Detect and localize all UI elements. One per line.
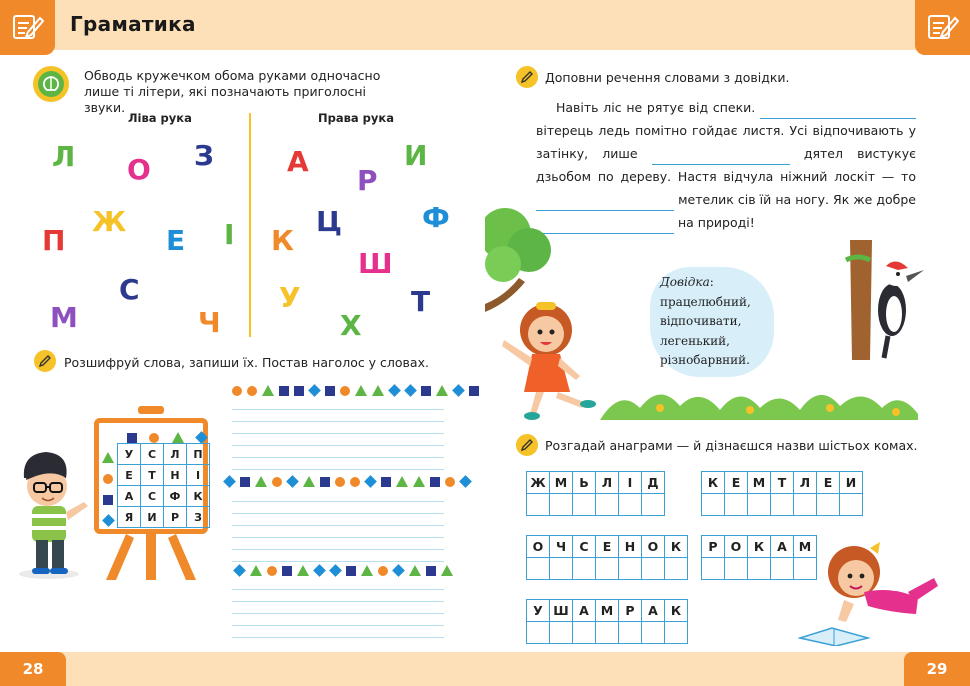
green-triangle-icon bbox=[372, 385, 384, 396]
cipher-row-symbols bbox=[102, 446, 114, 530]
letter[interactable]: У bbox=[279, 281, 301, 314]
answer-cell[interactable] bbox=[840, 494, 863, 516]
text-part: метелик сів їй на ногу. Як же добре bbox=[678, 192, 917, 207]
answer-cell[interactable] bbox=[725, 494, 748, 516]
anagram-letter: К bbox=[702, 472, 725, 494]
letter[interactable]: Т bbox=[411, 285, 431, 318]
green-triangle-icon bbox=[102, 452, 114, 463]
blue-square-icon bbox=[430, 477, 440, 487]
orange-circle-icon bbox=[232, 386, 242, 396]
blue-diamond-icon bbox=[195, 431, 208, 444]
anagram-letter: Р bbox=[619, 600, 642, 622]
anagram-letter: У bbox=[527, 600, 550, 622]
anagram-letter: А bbox=[771, 536, 794, 558]
green-triangle-icon bbox=[262, 385, 274, 396]
answer-cell[interactable] bbox=[794, 494, 817, 516]
answer-cell[interactable] bbox=[527, 622, 550, 644]
anagram-grid-5 bbox=[526, 599, 688, 644]
letter[interactable]: К bbox=[271, 224, 294, 257]
orange-circle-icon bbox=[445, 477, 455, 487]
orange-circle-icon bbox=[267, 566, 277, 576]
reference-title: Довідка bbox=[660, 275, 710, 289]
anagram-letter: А bbox=[642, 600, 665, 622]
reference-box: Довідка: працелюбний, відпочивати, легенький, різнобарвний. bbox=[660, 273, 751, 371]
anagram-letter: Ш bbox=[550, 600, 573, 622]
reference-word: працелюбний, bbox=[660, 294, 751, 309]
blue-diamond-icon bbox=[452, 384, 465, 397]
code-row-1 bbox=[232, 385, 479, 396]
anagram-letter: Л bbox=[596, 472, 619, 494]
anagram-letter: О bbox=[725, 536, 748, 558]
letter[interactable]: О bbox=[127, 153, 151, 186]
green-triangle-icon bbox=[172, 432, 184, 443]
blank-field[interactable] bbox=[536, 218, 674, 234]
answer-cell[interactable] bbox=[748, 558, 771, 580]
anagram-letter: Д bbox=[642, 472, 665, 494]
cipher-cell: С bbox=[141, 444, 164, 465]
letter[interactable]: Ч bbox=[198, 306, 221, 339]
anagram-letter: І bbox=[619, 472, 642, 494]
cipher-cell: К bbox=[187, 486, 210, 507]
anagram-letter: К bbox=[748, 536, 771, 558]
header-corner-left bbox=[0, 0, 55, 55]
page-number-left: 28 bbox=[0, 652, 66, 686]
cipher-cell: Н bbox=[164, 465, 187, 486]
answer-cell[interactable] bbox=[702, 558, 725, 580]
blue-diamond-icon bbox=[404, 384, 417, 397]
answer-cell[interactable] bbox=[725, 558, 748, 580]
green-triangle-icon bbox=[436, 385, 448, 396]
green-triangle-icon bbox=[250, 565, 262, 576]
answer-cell[interactable] bbox=[619, 494, 642, 516]
page-number-right: 29 bbox=[904, 652, 970, 686]
anagram-letter: К bbox=[665, 536, 688, 558]
green-triangle-icon bbox=[255, 476, 267, 487]
fill-in-text bbox=[536, 96, 916, 234]
answer-cell[interactable] bbox=[642, 558, 665, 580]
reference-word: різнобарвний. bbox=[660, 353, 750, 367]
orange-circle-icon bbox=[247, 386, 257, 396]
orange-circle-icon bbox=[272, 477, 282, 487]
text-part: вітерець ледь помітно гойдає листя. Усі відпочивають у затінку, лише bbox=[536, 123, 916, 161]
anagram-grid-3 bbox=[526, 535, 688, 580]
reference-word: відпочивати, bbox=[660, 314, 742, 328]
running-girl-illustration bbox=[500, 296, 610, 422]
anagram-letter: Т bbox=[771, 472, 794, 494]
blue-diamond-icon bbox=[233, 564, 246, 577]
reference-word: легенький, bbox=[660, 333, 730, 348]
blue-diamond-icon bbox=[388, 384, 401, 397]
answer-cell[interactable] bbox=[642, 494, 665, 516]
text-part: на природі! bbox=[677, 215, 755, 230]
anagram-letter: К bbox=[665, 600, 688, 622]
answer-cell[interactable] bbox=[619, 558, 642, 580]
blank-field[interactable] bbox=[760, 103, 916, 119]
cipher-grid bbox=[117, 443, 210, 528]
letter[interactable]: З bbox=[194, 139, 214, 172]
cipher-cell: С bbox=[141, 486, 164, 507]
anagram-letter: Е bbox=[725, 472, 748, 494]
answer-cell[interactable] bbox=[702, 494, 725, 516]
footer-bar bbox=[0, 652, 970, 686]
answer-cell[interactable] bbox=[596, 622, 619, 644]
left-hand-heading: Ліва рука bbox=[128, 111, 192, 125]
letter[interactable]: Х bbox=[340, 309, 362, 342]
answer-cell[interactable] bbox=[596, 494, 619, 516]
brain-exercise-icon bbox=[33, 66, 69, 102]
blue-square-icon bbox=[320, 477, 330, 487]
letter[interactable]: М bbox=[50, 301, 78, 334]
column-divider bbox=[249, 113, 251, 337]
orange-circle-icon bbox=[149, 433, 159, 443]
page-title: Граматика bbox=[70, 12, 196, 36]
anagram-letter: М bbox=[794, 536, 817, 558]
orange-circle-icon bbox=[103, 474, 113, 484]
answer-cell[interactable] bbox=[573, 558, 596, 580]
blue-diamond-icon bbox=[364, 475, 377, 488]
anagram-letter: М bbox=[748, 472, 771, 494]
green-triangle-icon bbox=[303, 476, 315, 487]
letter[interactable]: Е bbox=[166, 224, 186, 257]
orange-circle-icon bbox=[335, 477, 345, 487]
answer-cell[interactable] bbox=[665, 622, 688, 644]
anagram-letter: Ж bbox=[527, 472, 550, 494]
green-triangle-icon bbox=[297, 565, 309, 576]
green-triangle-icon bbox=[361, 565, 373, 576]
cipher-cell: Р bbox=[164, 507, 187, 528]
letter[interactable]: І bbox=[224, 218, 235, 251]
notebook-pencil-icon bbox=[927, 12, 959, 42]
letter[interactable]: С bbox=[119, 273, 140, 306]
cipher-cell: Я bbox=[118, 507, 141, 528]
green-triangle-icon bbox=[396, 476, 408, 487]
letter[interactable]: Л bbox=[52, 140, 76, 173]
cipher-cell: А bbox=[118, 486, 141, 507]
anagram-letter: М bbox=[596, 600, 619, 622]
writing-lines-1[interactable] bbox=[232, 398, 444, 470]
cipher-cell: И bbox=[141, 507, 164, 528]
orange-circle-icon bbox=[350, 477, 360, 487]
notebook-pencil-icon bbox=[12, 12, 44, 42]
cipher-cell: Т bbox=[141, 465, 164, 486]
letter[interactable]: Ж bbox=[92, 205, 127, 238]
blue-square-icon bbox=[103, 495, 113, 505]
answer-cell[interactable] bbox=[665, 558, 688, 580]
green-triangle-icon bbox=[409, 565, 421, 576]
anagram-letter: И bbox=[840, 472, 863, 494]
blue-diamond-icon bbox=[392, 564, 405, 577]
orange-circle-icon bbox=[340, 386, 350, 396]
writing-lines-2[interactable] bbox=[232, 490, 444, 562]
code-row-3 bbox=[234, 565, 453, 576]
blue-square-icon bbox=[240, 477, 250, 487]
blue-square-icon bbox=[469, 386, 479, 396]
green-triangle-icon bbox=[413, 476, 425, 487]
cipher-cell: Е bbox=[118, 465, 141, 486]
woodpecker-illustration bbox=[838, 240, 924, 364]
pencil-task-icon bbox=[34, 350, 56, 372]
letter[interactable]: Ш bbox=[358, 247, 393, 280]
anagram-letter: Е bbox=[596, 536, 619, 558]
cipher-cell: У bbox=[118, 444, 141, 465]
task3-instruction: Доповни речення словами з довідки. bbox=[545, 70, 790, 85]
blue-square-icon bbox=[421, 386, 431, 396]
anagram-letter: О bbox=[642, 536, 665, 558]
blue-square-icon bbox=[325, 386, 335, 396]
letter[interactable]: П bbox=[42, 224, 66, 257]
blue-diamond-icon bbox=[102, 514, 115, 527]
anagram-letter: Ч bbox=[550, 536, 573, 558]
letter[interactable]: А bbox=[287, 145, 309, 178]
blue-diamond-icon bbox=[223, 475, 236, 488]
anagram-letter: Л bbox=[794, 472, 817, 494]
cipher-cell: І bbox=[187, 465, 210, 486]
anagram-letter: О bbox=[527, 536, 550, 558]
answer-cell[interactable] bbox=[550, 558, 573, 580]
answer-cell[interactable] bbox=[596, 558, 619, 580]
cipher-cell: Ф bbox=[164, 486, 187, 507]
cipher-cell: Л bbox=[164, 444, 187, 465]
anagram-grid-1 bbox=[526, 471, 665, 516]
blank-field[interactable] bbox=[652, 149, 790, 165]
answer-cell[interactable] bbox=[550, 622, 573, 644]
pencil-task-icon bbox=[516, 434, 538, 456]
blank-field[interactable] bbox=[536, 195, 674, 211]
code-row-2 bbox=[224, 476, 471, 487]
answer-cell[interactable] bbox=[771, 558, 794, 580]
blue-square-icon bbox=[279, 386, 289, 396]
boy-illustration bbox=[14, 448, 94, 580]
text-part: дятел вистукує дзьобом по дереву. Настя відчула ніжний лоскіт — то bbox=[536, 146, 916, 184]
task1-instruction: Обводь кружечком обома руками одночасно лише ті літери, які позначають приголосні звуки. bbox=[84, 68, 381, 115]
blue-square-icon bbox=[381, 477, 391, 487]
blue-diamond-icon bbox=[459, 475, 472, 488]
writing-lines-3[interactable] bbox=[232, 578, 444, 638]
anagram-letter: Р bbox=[702, 536, 725, 558]
letter[interactable]: Ц bbox=[316, 205, 342, 238]
task4-instruction: Розгадай анаграми — й дізнаєшся назви шістьох комах. bbox=[545, 438, 918, 453]
anagram-letter: Ь bbox=[573, 472, 596, 494]
task2-instruction: Розшифруй слова, запиши їх. Постав наголос у словах. bbox=[64, 355, 429, 370]
blue-square-icon bbox=[294, 386, 304, 396]
answer-cell[interactable] bbox=[817, 494, 840, 516]
orange-circle-icon bbox=[378, 566, 388, 576]
answer-cell[interactable] bbox=[527, 558, 550, 580]
pencil-task-icon bbox=[516, 66, 538, 88]
blue-square-icon bbox=[282, 566, 292, 576]
text-part: Навіть ліс не рятує від спеки. bbox=[556, 100, 756, 115]
blue-square-icon bbox=[127, 433, 137, 443]
anagram-letter: М bbox=[550, 472, 573, 494]
cipher-column-symbols bbox=[121, 432, 213, 443]
answer-cell[interactable] bbox=[573, 622, 596, 644]
anagram-letter: С bbox=[573, 536, 596, 558]
blue-diamond-icon bbox=[313, 564, 326, 577]
letter[interactable]: Р bbox=[357, 164, 378, 197]
green-triangle-icon bbox=[441, 565, 453, 576]
header-corner-right bbox=[915, 0, 970, 55]
anagram-letter: Н bbox=[619, 536, 642, 558]
grass-illustration bbox=[600, 378, 918, 420]
anagram-letter: А bbox=[573, 600, 596, 622]
cipher-cell: З bbox=[187, 507, 210, 528]
right-hand-heading: Права рука bbox=[318, 111, 394, 125]
answer-cell[interactable] bbox=[550, 494, 573, 516]
reading-girl-illustration bbox=[798, 542, 940, 646]
anagram-grid-2 bbox=[701, 471, 863, 516]
answer-cell[interactable] bbox=[527, 494, 550, 516]
cipher-cell: П bbox=[187, 444, 210, 465]
blue-diamond-icon bbox=[308, 384, 321, 397]
letter[interactable]: И bbox=[404, 139, 428, 172]
blue-diamond-icon bbox=[329, 564, 342, 577]
green-triangle-icon bbox=[355, 385, 367, 396]
letter[interactable]: Ф bbox=[422, 201, 450, 234]
answer-cell[interactable] bbox=[771, 494, 794, 516]
blue-square-icon bbox=[346, 566, 356, 576]
anagram-letter: Е bbox=[817, 472, 840, 494]
blue-diamond-icon bbox=[286, 475, 299, 488]
answer-cell[interactable] bbox=[619, 622, 642, 644]
answer-cell[interactable] bbox=[642, 622, 665, 644]
blue-square-icon bbox=[426, 566, 436, 576]
answer-cell[interactable] bbox=[573, 494, 596, 516]
answer-cell[interactable] bbox=[748, 494, 771, 516]
